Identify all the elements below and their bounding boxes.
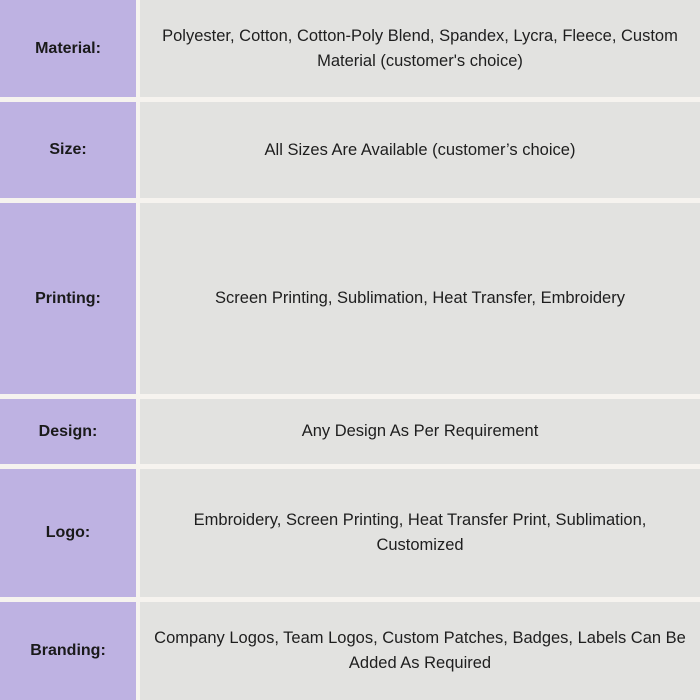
spec-value-size: All Sizes Are Available (customer’s choice) bbox=[140, 102, 700, 198]
spec-row-design bbox=[0, 399, 700, 464]
spec-label-material: Material: bbox=[0, 0, 136, 97]
spec-label-printing: Printing: bbox=[0, 203, 136, 394]
spec-row-size bbox=[0, 102, 700, 198]
spec-label-design: Design: bbox=[0, 399, 136, 464]
spec-label-branding: Branding: bbox=[0, 602, 136, 700]
spec-value-material: Polyester, Cotton, Cotton-Poly Blend, Spandex, Lycra, Fleece, Custom Material (customer's choice) bbox=[140, 0, 700, 97]
spec-value-printing: Screen Printing, Sublimation, Heat Transfer, Embroidery bbox=[140, 203, 700, 394]
spec-row-branding bbox=[0, 602, 700, 700]
spec-value-branding: Company Logos, Team Logos, Custom Patches, Badges, Labels Can Be Added As Required bbox=[140, 602, 700, 700]
spec-row-material bbox=[0, 0, 700, 97]
spec-value-design: Any Design As Per Requirement bbox=[140, 399, 700, 464]
spec-value-logo: Embroidery, Screen Printing, Heat Transfer Print, Sublimation, Customized bbox=[140, 469, 700, 597]
spec-label-logo: Logo: bbox=[0, 469, 136, 597]
spec-row-printing bbox=[0, 203, 700, 394]
spec-row-logo bbox=[0, 469, 700, 597]
spec-label-size: Size: bbox=[0, 102, 136, 198]
